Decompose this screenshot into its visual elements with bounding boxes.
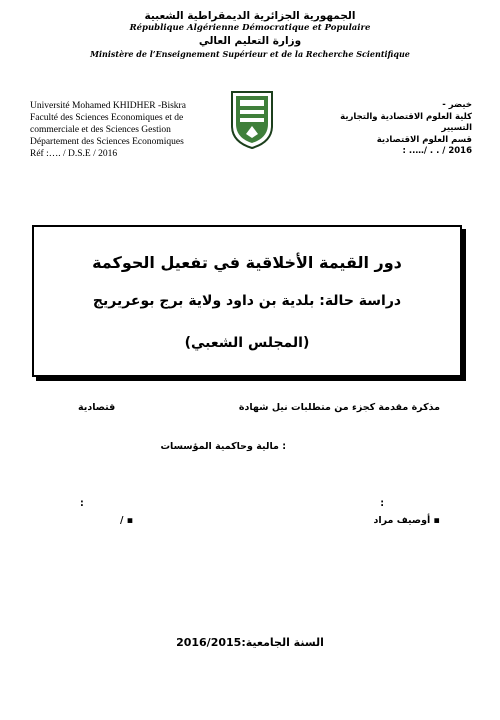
university-block-arabic xyxy=(282,100,472,158)
memo-statement: مذكرة مقدمة كجزء من متطلبات نيل شهادة xyxy=(238,402,440,413)
memo-statement-tail: قتصادية xyxy=(78,402,116,413)
university-logo xyxy=(228,86,276,150)
thesis-title-box xyxy=(32,225,462,377)
faculty-line-2: commerciale et des Sciences Gestion xyxy=(30,125,171,135)
ministry-arabic: وزارة التعليم العالي xyxy=(198,35,302,47)
faculty-line-1: Faculté des Sciences Economiques et de xyxy=(30,113,184,123)
ministry-french: Ministère de l’Enseignement Supérieur et de la Recherche Scientifique xyxy=(90,49,410,59)
university-name-arabic: خيضر - xyxy=(442,100,472,110)
reference-arabic: 2016 / . . /….. : xyxy=(402,146,472,156)
specialty-line: : مالية وحاكمية المؤسسات xyxy=(160,441,286,452)
university-block-french xyxy=(30,100,230,160)
faculty-arabic-2: التسيير xyxy=(441,123,472,133)
republic-arabic: الجمهورية الجزائرية الديمقراطية الشعبية xyxy=(144,10,356,22)
supervisor-name: ▪ / xyxy=(120,515,134,526)
department-name: Département des Sciences Economiques xyxy=(30,137,184,147)
university-name: Université Mohamed KHIDHER -Biskra xyxy=(30,101,186,111)
supervisor-label-colon: : xyxy=(80,498,84,509)
reference-number: Réf :…. / D.S.E / 2016 xyxy=(30,149,118,159)
faculty-arabic: كلية العلوم الاقتصادية والتجارية xyxy=(340,111,472,122)
student-name: ▪ أوصيف مراد xyxy=(373,515,440,526)
academic-year: السنة الجامعية:2016/2015 xyxy=(176,636,324,649)
student-label-colon: : xyxy=(380,498,384,509)
department-arabic: قسم العلوم الاقتصادية xyxy=(376,134,472,145)
case-study-subtitle: (المجلس الشعبي) xyxy=(184,335,310,351)
case-study-line: دراسة حالة: بلدية بن داود ولاية برج بوعريريج xyxy=(92,293,402,309)
thesis-title: دور القيمة الأخلاقية في تفعيل الحوكمة xyxy=(92,253,402,272)
republic-french: République Algérienne Démocratique et Populaire xyxy=(129,23,371,33)
